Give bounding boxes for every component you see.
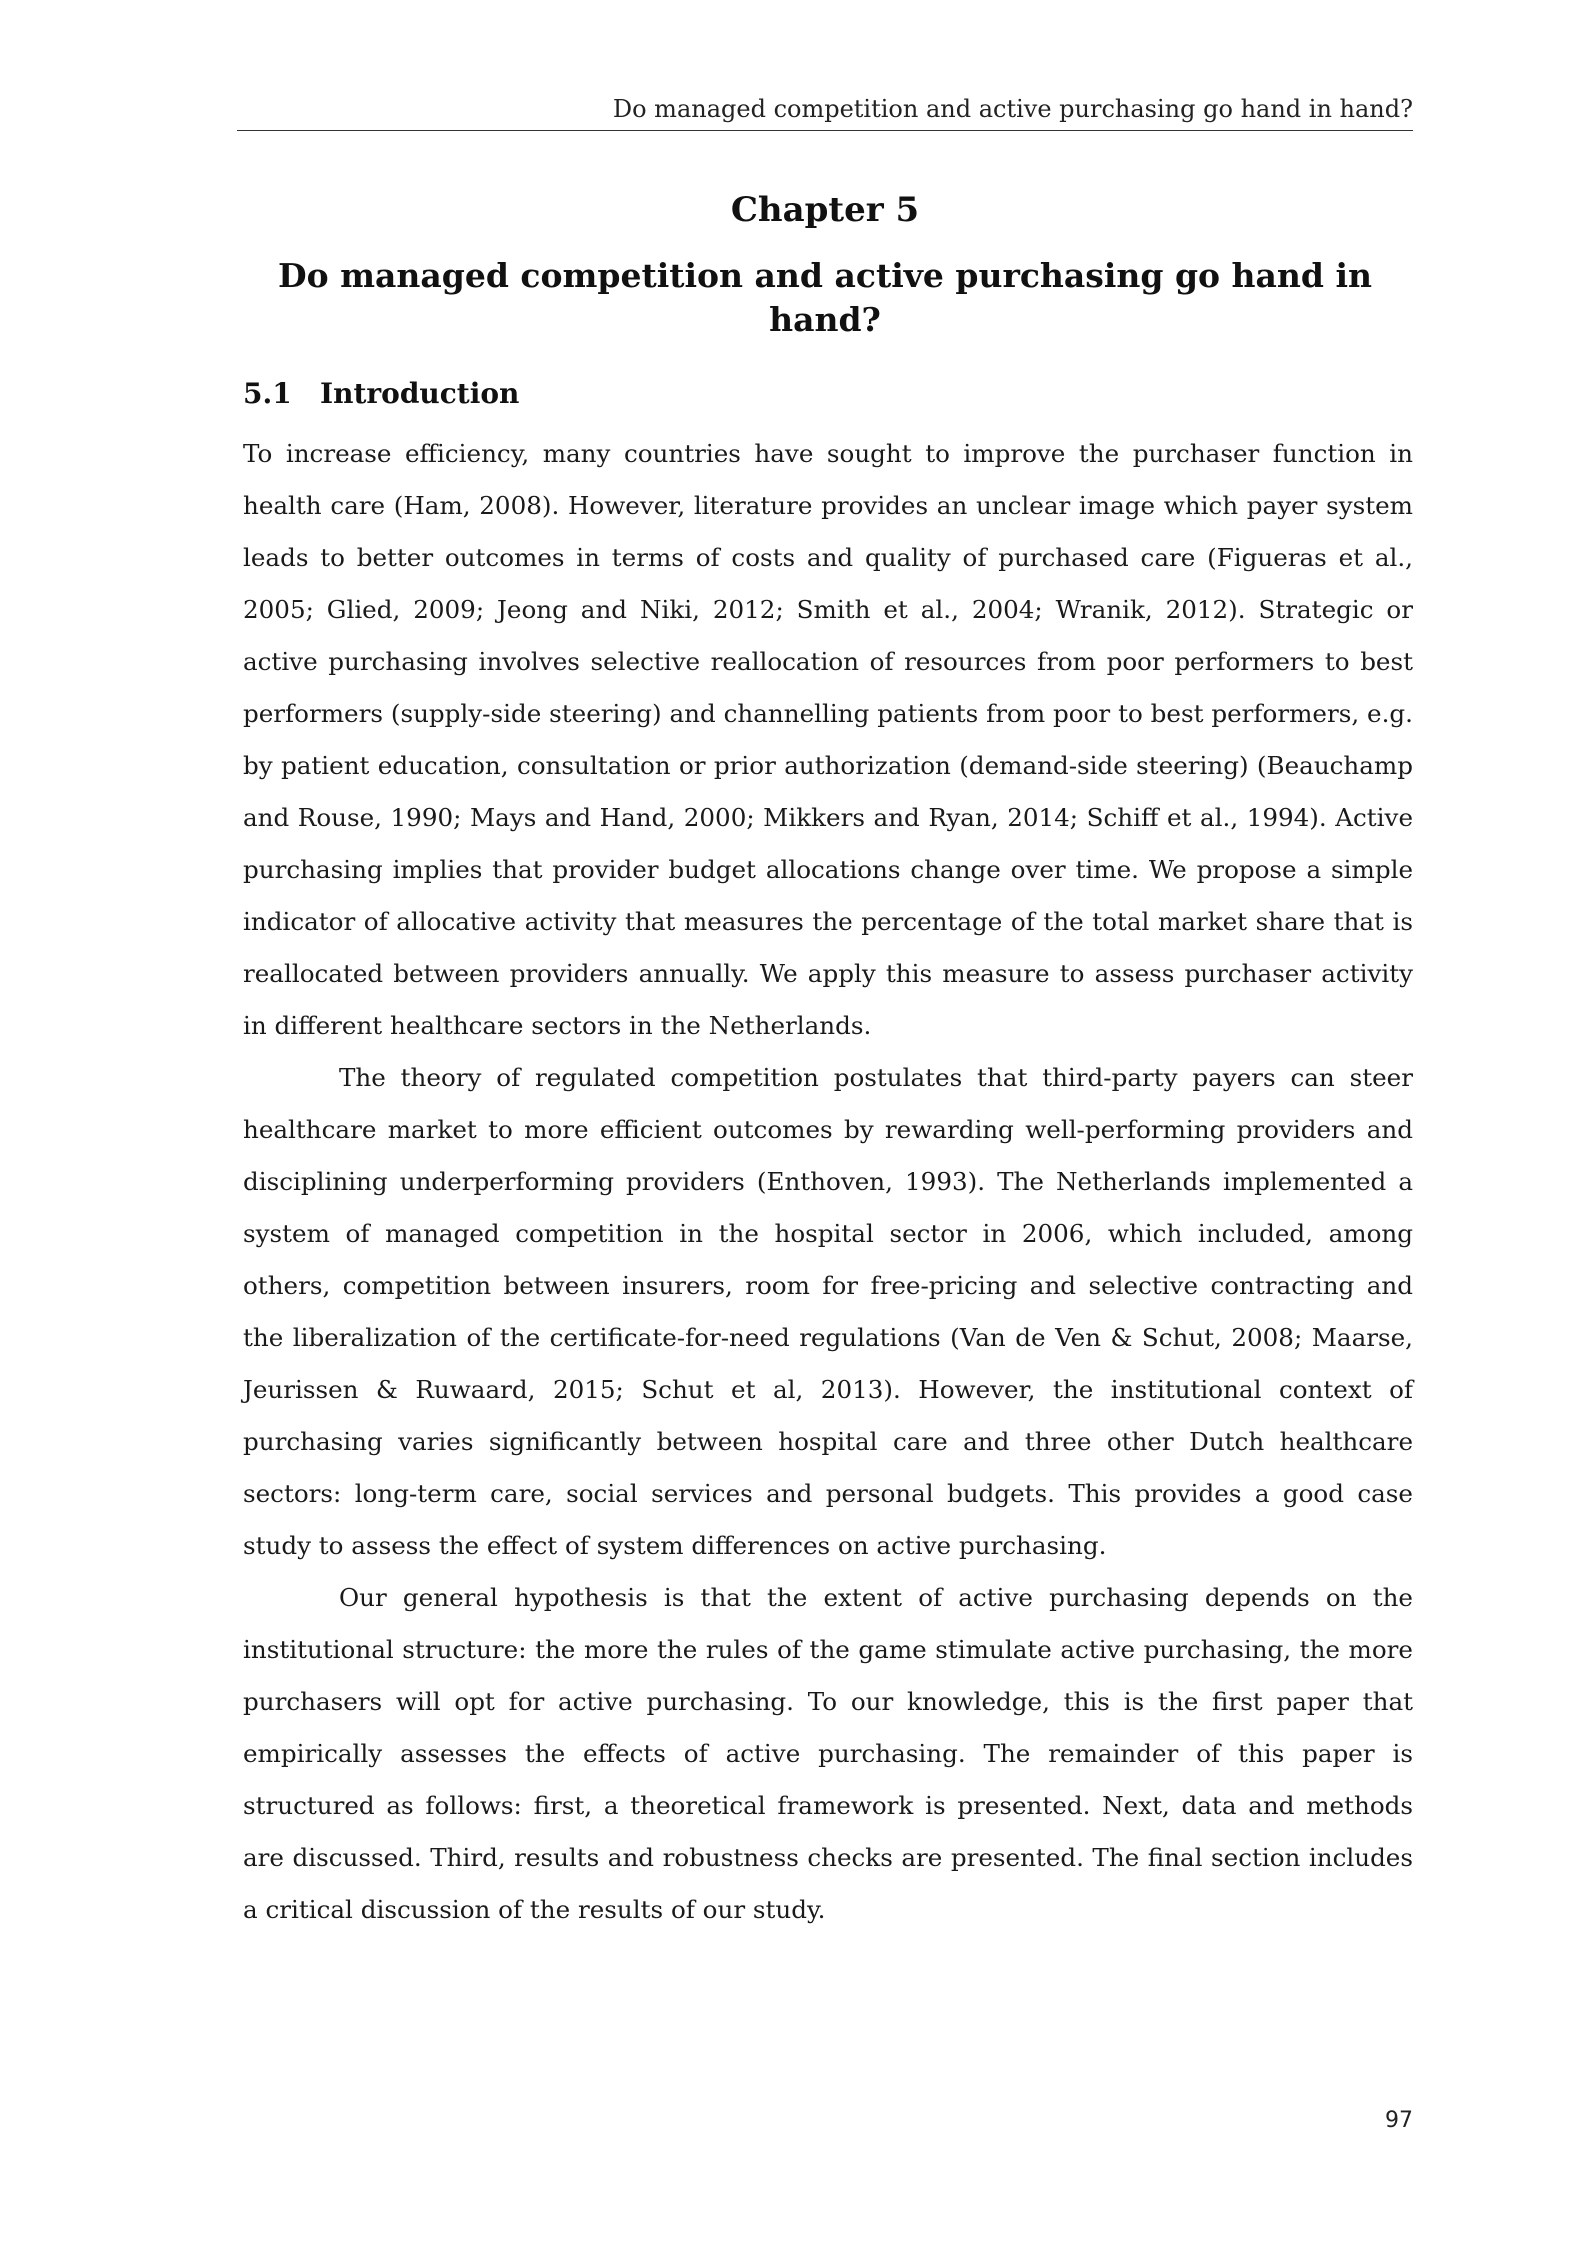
section-heading [243, 374, 519, 414]
running-header: Do managed competition and active purchasing go hand in hand? [237, 94, 1413, 131]
paragraph: To increase efficiency, many countries have sought to improve the purchaser function in health care (Ham, 2008). However, literature provides an unclear image which payer system leads to better outcomes in terms of costs and quality of purchased care (Figueras et al., 2005; Glied, 2009; Jeong and Niki, 2012; Smith et al., 2004; Wranik, 2012). Strategic or active purchasing involves selective reallocation of resources from poor performers to best performers (supply-side steering) and channelling patients from poor to best performers, e.g. by patient education, consultation or prior authorization (demand-side steering) (Beauchamp and Rouse, 1990; Mays and Hand, 2000; Mikkers and Ryan, 2014; Schiff et al., 1994). Active purchasing implies that provider budget allocations change over time. We propose a simple indicator of allocative activity that measures the percentage of the total market share that is reallocated between providers annually. We apply this measure to assess purchaser activity in different healthcare sectors in the Netherlands. [243, 439, 1413, 1040]
page-number: 97 [1385, 2108, 1413, 2133]
body-text [243, 428, 1413, 1936]
chapter-label: Chapter 5 [730, 190, 920, 230]
section-number: 5.1 [243, 377, 292, 410]
chapter-title: Do managed competition and active purchasing go hand in hand? [277, 256, 1373, 339]
paragraph: The theory of regulated competition postulates that third-party payers can steer healthcare market to more efficient outcomes by rewarding well-performing providers and disciplining underperforming providers (Enthoven, 1993). The Netherlands implemented a system of managed competition in the hospital sector in 2006, which included, among others, competition between insurers, room for free-pricing and selective contracting and the liberalization of the certificate-for-need regulations (Van de Ven & Schut, 2008; Maarse, Jeurissen & Ruwaard, 2015; Schut et al, 2013). However, the institutional context of purchasing varies significantly between hospital care and three other Dutch healthcare sectors: long-term care, social services and personal budgets. This provides a good case study to assess the effect of system differences on active purchasing. [243, 1063, 1413, 1560]
section-title: Introduction [320, 377, 520, 410]
paragraph: Our general hypothesis is that the extent of active purchasing depends on the institutional structure: the more the rules of the game stimulate active purchasing, the more purchasers will opt for active purchasing. To our knowledge, this is the first paper that empirically assesses the effects of active purchasing. The remainder of this paper is structured as follows: first, a theoretical framework is presented. Next, data and methods are discussed. Third, results and robustness checks are presented. The final section includes a critical discussion of the results of our study. [243, 1583, 1413, 1924]
